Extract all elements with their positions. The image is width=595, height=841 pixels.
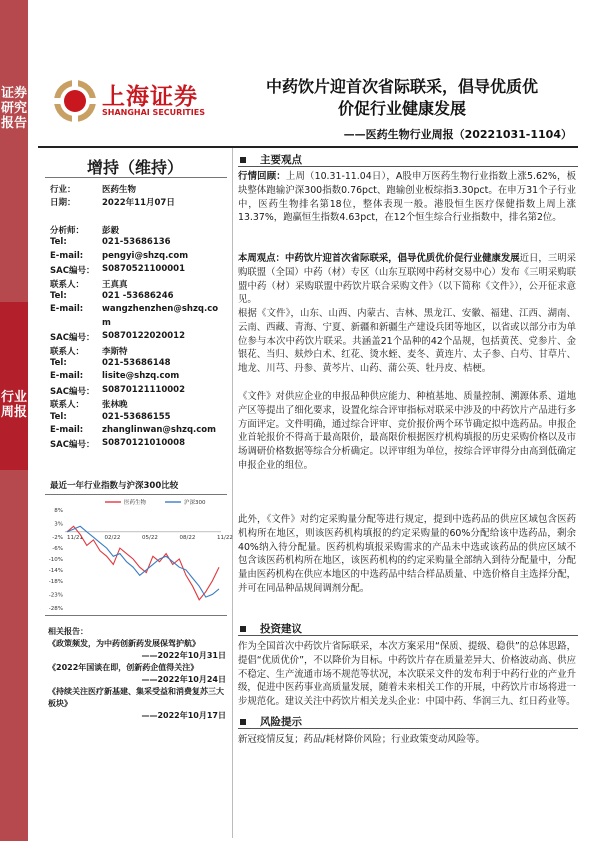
analyst-label: Tel:	[50, 291, 67, 301]
view-paragraph-2: 根据《文件》，山东、山西、内蒙古、吉林、黑龙江、安徽、福建、江西、湖南、云南、西藏、青海、宁夏、新疆和新疆生产建设兵团等地区，以省或以部分市为单位参与本次中药饮片联采。共涵盖21个品种的42个品规，包括黄芪、党参片、金银花、当归、麸炒白术、红花、烫水蛭、麦冬、黄连片、太子参、白芍、甘草片、地龙、川芎、丹参、黄芩片、山药、蒲公英、牡丹皮、桔梗。	[238, 308, 576, 375]
chart-divider-bottom	[45, 615, 227, 616]
related-title: 《政策频发，为中药创新药发展保驾护航》	[48, 639, 200, 648]
y-tick-label: -28%	[48, 606, 63, 612]
view-paragraph-3: 《文件》对供应企业的申报品种供应能力、种植基地、质量控制、溯源体系、道地产区等提出了细化要求，设置化综合评审指标对联采中涉及的中药饮片产品进行多方面评定。文件明确，通过综合评审、竞价报价两个环节确定拟中选药品。申报企业首轮报价不得高于最高限价，最高限价根据医疗机构填报的历史采购价格以及市场调研价格数据等综合分析确定。以评审组为单位，按综合评审得分由高到低确定申报企业的组位。	[238, 391, 576, 471]
section-divider	[238, 635, 578, 636]
analyst-value: S0870521100001	[102, 264, 186, 275]
y-tick-label: -14%	[48, 567, 63, 574]
sidebar-label-weekly: 行业周报	[0, 390, 27, 420]
sidebar-band-top	[0, 0, 28, 302]
analyst-value: 张林晚	[102, 400, 128, 411]
related-item	[48, 638, 226, 662]
section-bullet-icon	[240, 157, 246, 163]
related-title: 《2022年国谈在即，创新药企值得关注》	[48, 663, 199, 672]
sidebar-label-research: 证券研究报告	[0, 86, 27, 131]
x-tick-label: 08/22	[179, 534, 196, 541]
report-subtitle: ——医药生物行业周报（20221031-1104）	[343, 128, 572, 141]
index-comparison-chart	[45, 496, 233, 614]
company-logo	[50, 72, 218, 132]
section-divider	[238, 166, 578, 167]
x-tick-label: 02/22	[104, 534, 121, 541]
analyst-value[interactable]: zhanglinwan@shzq.com	[102, 425, 216, 435]
y-tick-label: 8%	[54, 508, 63, 514]
analyst-label: 分析师：	[50, 226, 85, 236]
rating: 增持（维持）	[86, 158, 183, 177]
sidebar-band-mid	[0, 302, 28, 470]
weekly-view-paragraph: 本周观点：中药饮片迎首次省际联采，倡导优质优价促行业健康发展近日，三明采购联盟（全国）中药（材）专区（山东互联网中药材交易中心）发布《三明采购联盟中药（材）采购联盟中药饮片联合采购文件》（以下简称《文件》），公开征求意见。	[238, 253, 576, 306]
analyst-value[interactable]: pengyi@shzq.com	[102, 250, 189, 261]
info-label: 日期：	[50, 198, 76, 208]
analyst-label: SAC编号：	[50, 333, 95, 344]
analyst-label: SAC编号：	[50, 440, 95, 451]
analyst-label: E-mail:	[50, 250, 84, 261]
market-review-paragraph: 行情回顾：上周（10.31-11.04日），A股申万医药生物行业指数上涨5.62%，板块整体跑输沪深300指数0.76pct、跑输创业板综指3.30pct。在申万31个子行业中，医药生物排名第18位，整体表现一般。港股恒生医疗保健指数上周上涨13.37%，跑赢恒生指数4.63pct，在12个恒生综合行业指数中，排名第2位。	[238, 171, 576, 224]
analyst-value: m	[102, 317, 111, 328]
analyst-label: E-mail:	[50, 371, 84, 382]
analyst-label: SAC编号：	[50, 266, 95, 277]
info-label: 行业：	[50, 185, 76, 195]
analyst-label: SAC编号：	[50, 386, 95, 397]
y-tick-label: -6%	[52, 546, 63, 553]
section-bullet-icon	[240, 626, 246, 632]
info-value: 医药生物	[102, 185, 137, 195]
x-tick-label: 11/21	[67, 534, 83, 541]
x-tick-label: 11/22	[217, 534, 233, 541]
view-paragraph-4: 此外，《文件》对约定采购量分配等进行规定，提到中选药品的供应区域包含医药机构所在地区，则该医药机构填报的约定采购量的60%分配给该中选药品，剩余40%纳入待分配量。医药机构填报采购需求的产品未中选或该药品的供应区域不包含该医药机构所在地区，该医药机构的约定采购量全部纳入到待分配量中，分配量由医药机构在供应本地区的中选药品中结合样品质量、中选价格自主选择分配，并可在同品种品规间调剂分配。	[238, 514, 576, 594]
section-heading-advice: 投资建议	[240, 621, 302, 636]
analyst-value[interactable]: lisite@shzq.com	[102, 371, 180, 382]
advice-paragraph: 作为全国首次中药饮片省际联采，本次方案采用“保质、提级、稳供”的总体思路，提倡“优质优价”，不以降价为目标。中药饮片存在质量差异大、价格波动高、供应不稳定、生产流通市场不规范等状况，本次联采文件的发布利于中药行业的产业升级，促进中医药事业高质量发展，随着未来相关工作的开展，中药饮片市场将进一步规范化。建议关注中药饮片相关龙头企业：中国中药、华润三九、红日药业等。	[238, 641, 576, 708]
analyst-value: 021-53686155	[102, 411, 171, 422]
analyst-value: 彭毅	[102, 226, 120, 236]
y-tick-label: 3%	[54, 521, 63, 528]
related-title: 《持续关注医疗新基建、集采受益和消费复苏三大板块》	[48, 687, 224, 708]
analyst-label: Tel:	[50, 237, 67, 248]
analyst-value: S0870121010008	[102, 438, 186, 449]
y-tick-label: -2%	[52, 535, 63, 542]
report-title	[232, 76, 572, 120]
analyst-label: Tel:	[50, 411, 67, 422]
y-tick-label: -10%	[48, 557, 63, 563]
related-date: ——2022年10月24日	[141, 675, 226, 684]
logo-text-en: SHANGHAI SECURITIES	[102, 108, 205, 117]
analyst-value: 李斯特	[102, 346, 128, 357]
y-tick-label: -18%	[48, 578, 63, 585]
analyst-label: Tel:	[50, 358, 67, 368]
section-divider	[238, 728, 578, 729]
section-heading-main: 主要观点	[240, 152, 302, 167]
x-tick-label: 05/22	[142, 534, 158, 541]
analyst-value[interactable]: wangzhenzhen@shzq.co	[102, 304, 219, 315]
logo-text-cn: 上海证券	[102, 84, 198, 110]
section-bullet-icon	[240, 719, 246, 725]
sidebar-band-bottom	[0, 470, 28, 841]
header-divider	[38, 146, 578, 148]
chart-divider-top	[45, 494, 227, 495]
related-reports	[48, 626, 226, 722]
info-value: 2022年11月07日	[102, 198, 175, 208]
legend-label: 医药生物	[124, 500, 147, 506]
analyst-value: 王真真	[102, 279, 128, 290]
related-heading: 相关报告：	[48, 627, 88, 636]
analyst-value: S0870122020012	[102, 331, 186, 342]
risk-paragraph: 新冠疫情反复；药品/耗材降价风险；行业政策变动风险等。	[238, 734, 485, 745]
chart-title: 最近一年行业指数与沪深300比较	[50, 481, 179, 491]
analyst-label: E-mail:	[50, 304, 84, 315]
related-date: ——2022年10月31日	[141, 651, 226, 660]
related-date: ——2022年10月17日	[141, 711, 226, 720]
analyst-value: 021-53686136	[102, 237, 171, 248]
report-title-line1: 中药饮片迎首次省际联采，倡导优质优	[265, 77, 538, 96]
related-item	[48, 662, 226, 686]
report-title-line2: 价促行业健康发展	[337, 99, 466, 118]
analyst-label: 联系人：	[50, 400, 85, 411]
analyst-value: 021-53686148	[102, 358, 171, 368]
column-divider	[232, 148, 233, 838]
related-item	[48, 686, 226, 722]
analyst-value: S0870121110002	[102, 384, 186, 395]
logo-emblem-icon	[52, 78, 98, 124]
legend-label: 沪深300	[184, 500, 206, 506]
analyst-label: E-mail:	[50, 425, 84, 435]
y-tick-label: -23%	[48, 592, 63, 599]
analyst-label: 联系人：	[50, 346, 85, 357]
analyst-label: 联系人：	[50, 279, 85, 290]
analyst-value: 021 -53686246	[102, 291, 174, 301]
rating-divider	[45, 177, 227, 178]
section-heading-risk: 风险提示	[240, 714, 302, 729]
